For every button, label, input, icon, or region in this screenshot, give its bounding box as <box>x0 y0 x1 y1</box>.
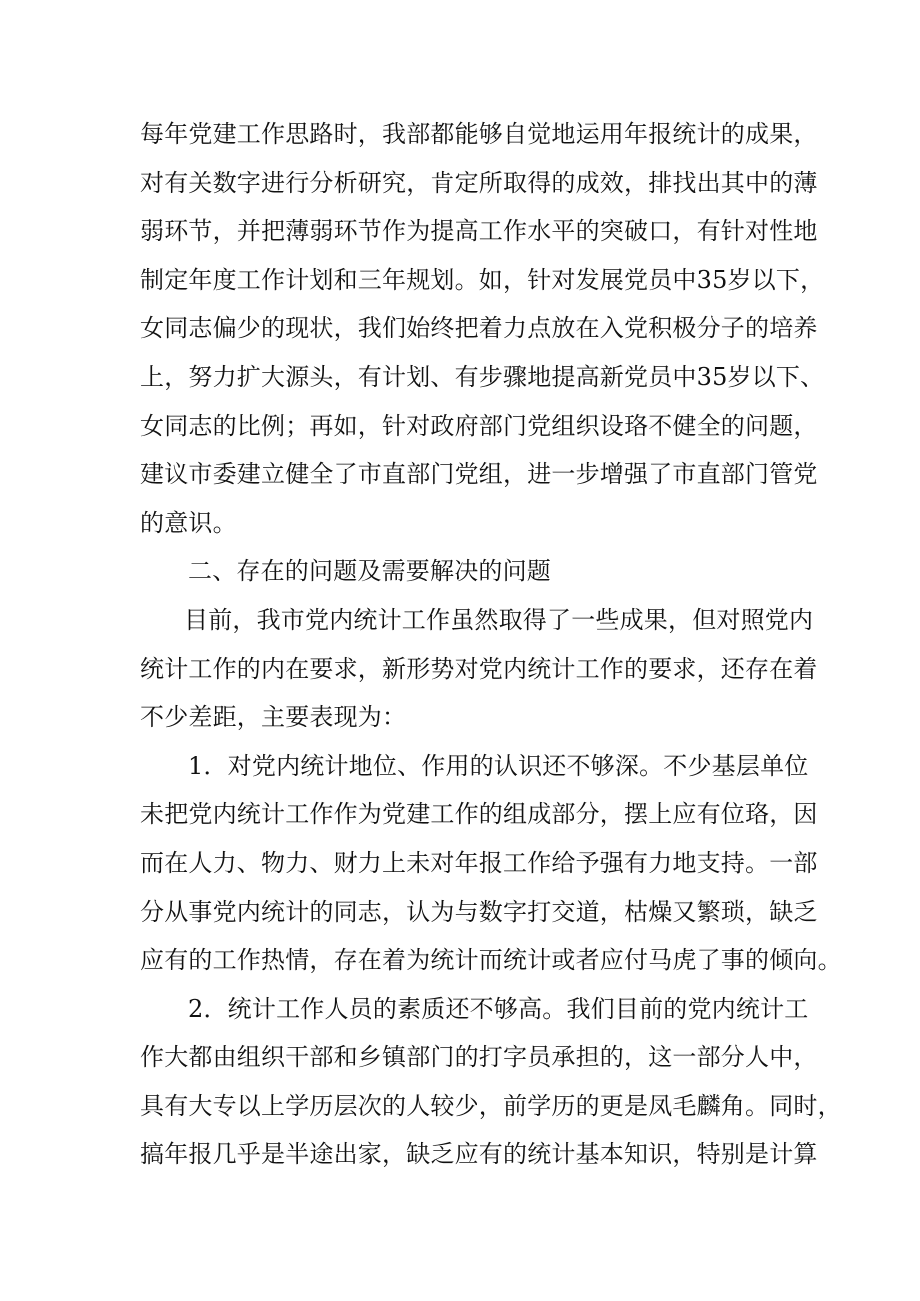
body-line: 弱环节，并把薄弱环节作为提高工作水平的突破口，有针对性地 <box>140 217 818 246</box>
body-line: 的意识。 <box>140 508 237 537</box>
body-line: 女同志偏少的现状，我们始终把着力点放在入党积极分子的培养 <box>140 314 818 343</box>
body-line: 作大都由组织干部和乡镇部门的打字员承担的，这一部分人中， <box>140 1043 818 1072</box>
body-line: 未把党内统计工作作为党建工作的组成部分，摆上应有位珞，因 <box>140 800 818 829</box>
body-line: 分从事党内统计的同志，认为与数字打交道，枯燥又繁琐，缺乏 <box>140 897 818 926</box>
body-line: 应有的工作热情，存在着为统计而统计或者应付马虎了事的倾向。 <box>140 946 842 975</box>
body-line: 不少差距，主要表现为： <box>140 703 407 732</box>
body-line: 建议市委建立健全了市直部门党组，进一步增强了市直部门管党 <box>140 460 818 489</box>
list-item-1-first-line: 1．对党内统计地位、作用的认识还不够深。不少基层单位 <box>188 751 809 780</box>
document-body <box>140 110 842 1179</box>
section-heading: 二、存在的问题及需要解决的问题 <box>188 557 551 586</box>
body-line: 而在人力、物力、财力上未对年报工作给予强有力地支持。一部 <box>140 848 818 877</box>
body-line: 具有大专以上学历层次的人较少，前学历的更是凤毛麟角。同时， <box>140 1091 842 1120</box>
body-line: 女同志的比例；再如，针对政府部门党组织设珞不健全的问题， <box>140 411 818 440</box>
paragraph-first-line: 目前，我市党内统计工作虽然取得了一些成果，但对照党内 <box>184 605 814 634</box>
list-item-2-first-line: 2．统计工作人员的素质还不够高。我们目前的党内统计工 <box>188 994 809 1023</box>
body-line: 搞年报几乎是半途出家，缺乏应有的统计基本知识，特别是计算 <box>140 1140 818 1169</box>
body-line: 对有关数字进行分析研究，肯定所取得的成效，排找出其中的薄 <box>140 168 818 197</box>
body-line: 每年党建工作思路时，我部都能够自觉地运用年报统计的成果， <box>140 120 818 148</box>
body-line: 上，努力扩大源头，有计划、有步骤地提高新党员中35岁以下、 <box>140 362 825 391</box>
body-line: 统计工作的内在要求，新形势对党内统计工作的要求，还存在着 <box>140 654 818 683</box>
body-line: 制定年度工作计划和三年规划。如，针对发展党员中35岁以下， <box>140 265 825 294</box>
